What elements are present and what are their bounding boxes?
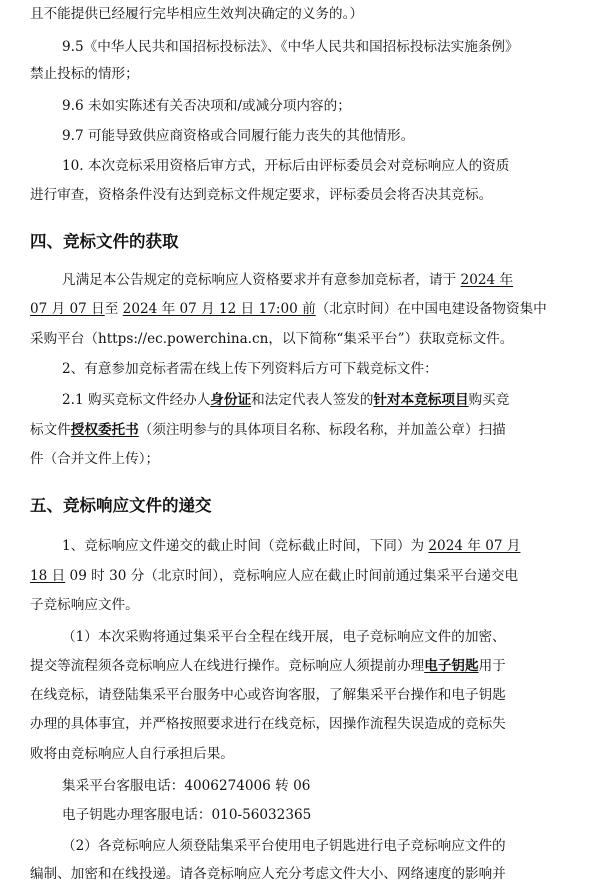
section-heading-5: 五、竞标响应文件的递交 [30,496,212,515]
text: （须注明参与的具体项目名称、标段名称，并加盖公章）扫描 [138,422,506,438]
project-emphasis: 针对本竞标项目 [373,392,469,408]
paragraph-line [30,299,586,319]
text: （北京时间）在中国电建设备物资集中 [315,301,547,317]
paragraph-item-9-5 [62,37,586,57]
date-underlined: 18 日 [30,568,66,584]
paragraph-line [62,627,586,647]
text: 凡满足本公告规定的竞标响应人资格要求并有意参加竞标者，请于 [62,272,461,288]
paragraph-item-9-7 [62,126,586,146]
text: 禁止投标的情形； [30,66,139,82]
paragraph-line [30,4,586,24]
text: 和法定代表人签发的 [251,392,374,408]
text: 2.1 购买竞标文件经办人 [62,392,211,408]
section-heading-4: 四、竞标文件的获取 [30,232,179,251]
paragraph-line [30,595,586,615]
paragraph-line [30,864,586,884]
paragraph-line [62,836,586,856]
text: 9.7 可能导致供应商资格或合同履行能力丧失的其他情形。 [62,128,415,144]
text: 编制、加密和在线投递。请各竞标响应人充分考虑文件大小、网络速度的影响并 [30,866,506,882]
text: 在线竞标，请登陆集采平台服务中心或咨询客服，了解集采平台操作和电子钥匙 [30,687,506,703]
paragraph-line [30,744,586,764]
paragraph-line [30,656,586,676]
hotline-platform [62,776,586,796]
text: 败将由竞标响应人自行承担后果。 [30,746,234,762]
e-key-emphasis: 电子钥匙 [424,658,479,674]
paragraph-line [30,714,586,734]
paragraph-line [30,185,586,205]
text: 1、竞标响应文件递交的截止时间（竞标截止时间，下同）为 [62,538,429,554]
text: 购买竞 [468,392,510,408]
text: （2）各竞标响应人须登陆集采平台使用电子钥匙进行电子竞标响应文件的 [62,838,506,854]
paragraph-line [62,270,586,290]
date-underlined: 2024 年 07 月 12 日 17:00 前 [122,301,316,317]
paragraph-item-9-6 [62,96,586,116]
text: 进行审查，资格条件没有达到竞标文件规定要求，评标委员会将否决其竞标。 [30,187,493,203]
text: 09 时 30 分（北京时间），竞标响应人应在截止时间前通过集采平台递交电 [65,568,519,584]
text: 采购平台（https://ec.powerchina.cn，以下简称“集采平台”）获取竞标文件。 [30,331,514,347]
text: 办理的具体事宜，并严格按照要求进行在线竞标，因操作流程失误造成的竞标失 [30,716,506,732]
text: 子竞标响应文件。 [30,597,139,613]
paragraph-line [30,329,586,349]
text: 至 [104,301,123,317]
id-card-emphasis: 身份证 [210,392,252,408]
hotline-ekey [62,805,586,825]
text: 集采平台客服电话：4006274006 转 06 [62,778,311,794]
paragraph-line [30,64,586,84]
text: 用于 [478,658,506,674]
text: 2、有意参加竞标者需在线上传下列资料后方可下载竞标文件： [62,361,438,377]
text: 件（合并文件上传）； [30,451,160,467]
date-underlined: 2024 年 07 月 [428,538,521,554]
text: （1）本次采购将通过集采平台全程在线开展，电子竞标响应文件的加密、 [62,629,506,645]
text: 电子钥匙办理客服电话：010-56032365 [62,807,312,823]
date-underlined: 07 月 07 日 [30,301,105,317]
text: 9.6 未如实陈述有关否决项和/或减分项内容的； [62,98,351,114]
date-underlined: 2024 年 [460,272,514,288]
paragraph-line [30,420,586,440]
authorization-emphasis: 授权委托书 [70,422,139,438]
paragraph-line [62,390,586,410]
text: 10. 本次竞标采用资格后审方式，开标后由评标委员会对竞标响应人的资质 [62,158,510,174]
text: 提交等流程须各竞标响应人在线进行操作。竞标响应人须提前办理 [30,658,425,674]
paragraph-line [62,536,586,556]
text: 且不能提供已经履行完毕相应生效判决确定的义务的。） [30,6,364,22]
paragraph-line [62,359,586,379]
paragraph-line [30,449,586,469]
text: 9.5《中华人民共和国招标投标法》、《中华人民共和国招标投标法实施条例》 [62,39,519,55]
text: 标文件 [30,422,71,438]
paragraph-item-10 [62,156,586,176]
paragraph-line [30,566,586,586]
paragraph-line [30,685,586,705]
